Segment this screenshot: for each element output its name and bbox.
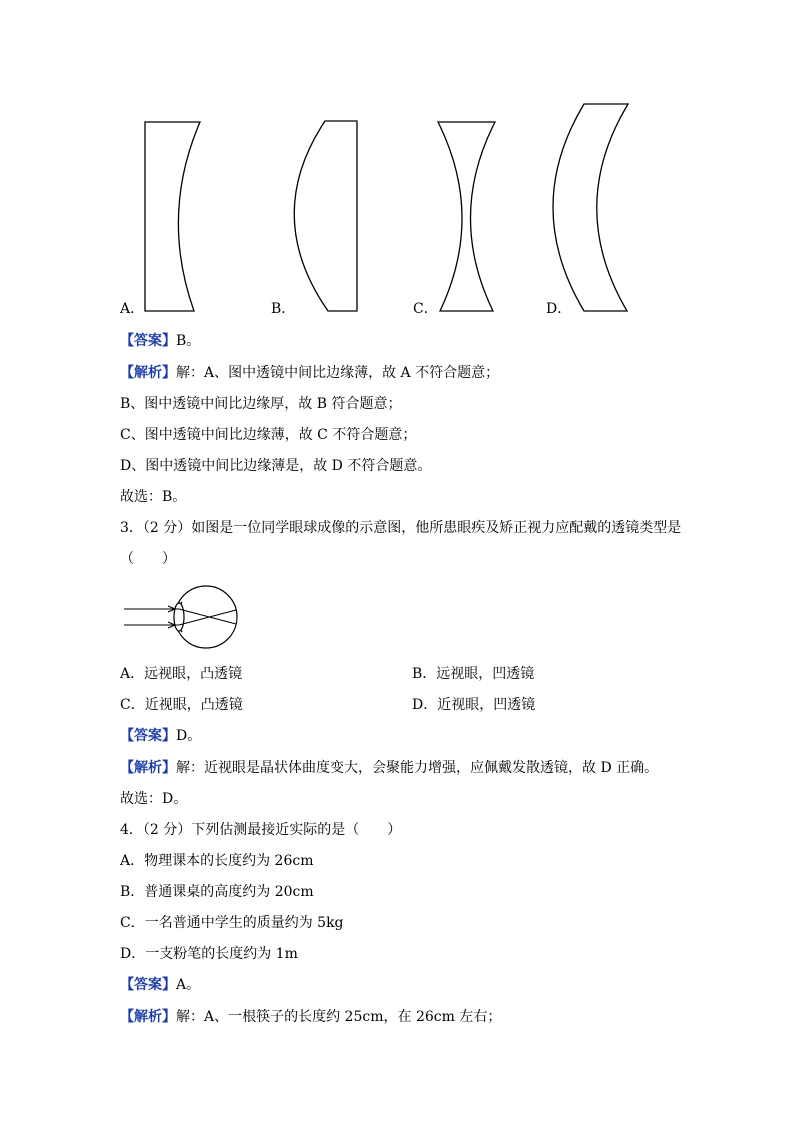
refracted-ray bbox=[179, 609, 236, 624]
q3-option-a: A．远视眼，凸透镜 bbox=[120, 666, 243, 682]
answer-tag: 【答案】 bbox=[120, 728, 176, 744]
q3-stem-blank: （ ） bbox=[120, 551, 176, 567]
analysis-tag: 【解析】 bbox=[120, 760, 176, 776]
lens-d-figure bbox=[0, 0, 794, 330]
q4-stem: 4．（2 分）下列估测最接近实际的是（ ） bbox=[120, 822, 402, 838]
analysis-line: B、图中透镜中间比边缘厚，故 B 符合题意； bbox=[120, 396, 402, 412]
analysis-tag: 【解析】 bbox=[120, 1009, 176, 1025]
q3-answer bbox=[120, 727, 201, 745]
eye-diagram bbox=[118, 584, 258, 654]
q2-analysis bbox=[120, 364, 499, 382]
answer-tag: 【答案】 bbox=[120, 977, 176, 993]
q4-option-d: D．一支粉笔的长度约为 1m bbox=[120, 946, 298, 962]
q3-option-b: B．远视眼，凹透镜 bbox=[412, 666, 535, 682]
refracted-ray bbox=[179, 610, 236, 625]
q2-answer bbox=[120, 332, 200, 350]
answer-tag: 【答案】 bbox=[120, 333, 176, 349]
q2-conclusion: 故选：B。 bbox=[120, 489, 187, 505]
analysis-line: C、图中透镜中间比边缘薄，故 C 不符合题意； bbox=[120, 427, 417, 443]
q3-option-c: C．近视眼，凸透镜 bbox=[120, 697, 243, 713]
analysis-line: 解：A、图中透镜中间比边缘薄，故 A 不符合题意； bbox=[176, 365, 500, 381]
analysis-tag: 【解析】 bbox=[120, 365, 176, 381]
option-c-label: C． bbox=[413, 301, 438, 317]
q3-conclusion: 故选：D。 bbox=[120, 791, 188, 807]
answer-text: A。 bbox=[176, 977, 201, 993]
q4-analysis bbox=[120, 1008, 501, 1026]
analysis-text: 解：近视眼是晶状体曲度变大，会聚能力增强，应佩戴发散透镜，故 D 正确。 bbox=[176, 760, 659, 776]
q3-stem: 3．（2 分）如图是一位同学眼球成像的示意图，他所患眼疾及矫正视力应配戴的透镜类型是 bbox=[120, 520, 682, 536]
option-b-label: B． bbox=[271, 301, 296, 317]
q3-option-d: D．近视眼，凹透镜 bbox=[412, 697, 536, 713]
q4-option-a: A．物理课本的长度约为 26cm bbox=[120, 853, 314, 869]
eye-lens bbox=[174, 603, 184, 631]
q3-analysis bbox=[120, 759, 658, 777]
analysis-line: D、图中透镜中间比边缘薄是，故 D 不符合题意。 bbox=[120, 458, 432, 474]
q4-answer bbox=[120, 976, 200, 994]
option-a-label: A． bbox=[120, 301, 145, 317]
analysis-text: 解：A、一根筷子的长度约 25cm，在 26cm 左右； bbox=[176, 1009, 502, 1025]
answer-text: B。 bbox=[176, 333, 201, 349]
answer-text: D。 bbox=[176, 728, 202, 744]
q4-option-b: B．普通课桌的高度约为 20cm bbox=[120, 884, 314, 900]
option-d-label: D． bbox=[546, 301, 572, 317]
q4-option-c: C．一名普通中学生的质量约为 5kg bbox=[120, 915, 344, 931]
